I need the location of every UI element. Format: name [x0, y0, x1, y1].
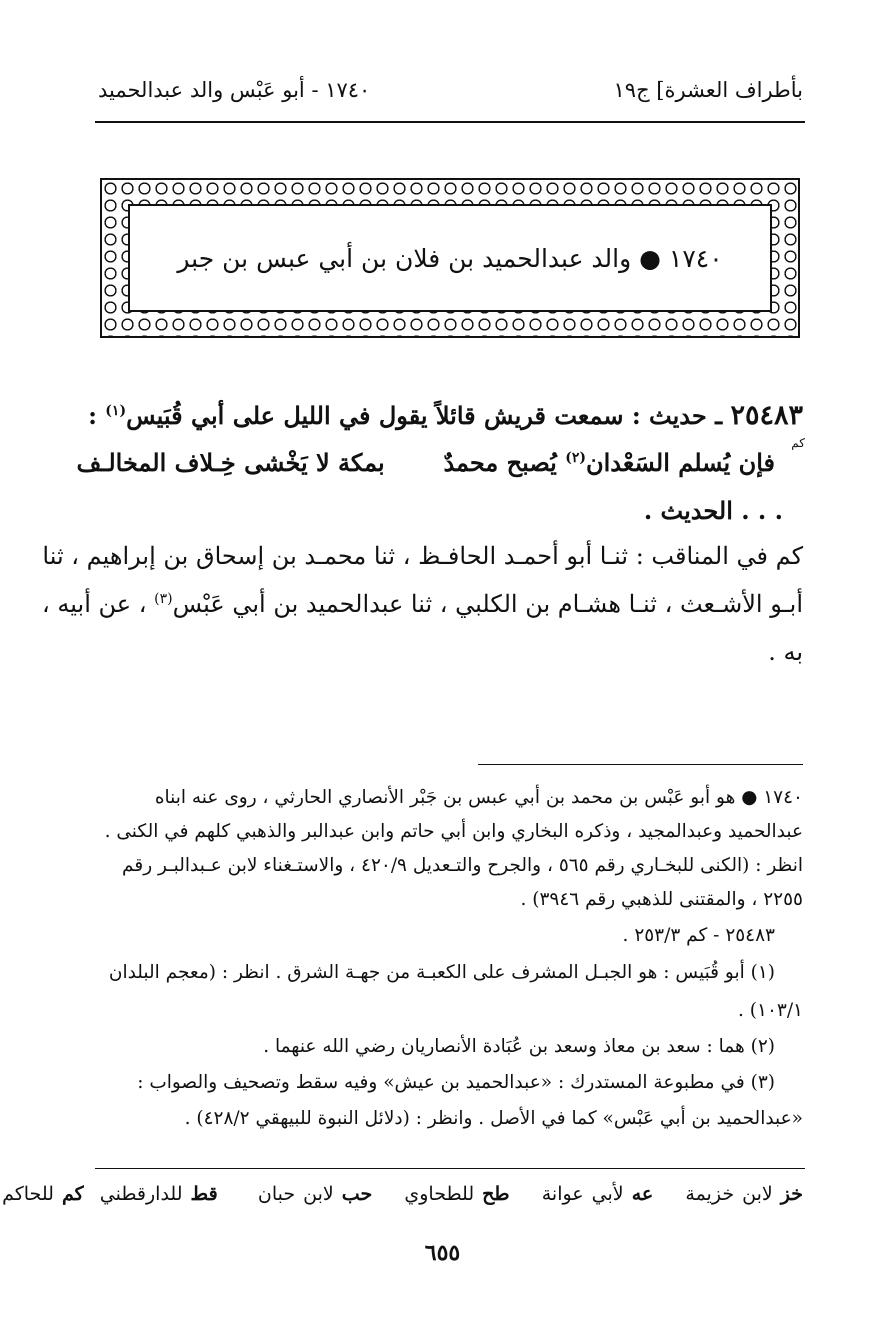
hadith-number: ٢٥٤٨٣ — [730, 400, 803, 431]
hadith-ending: . . . الحديث . — [643, 496, 783, 525]
legend-divider — [95, 1168, 805, 1169]
footnote-line: انظر : (الكنى للبخـاري رقم ٥٦٥ ، والجرح والتـعديل ٤٢٠/٩ ، والاستـغناء لابن عـبدالبـر رقم — [122, 855, 803, 876]
footnote-line: (٣) في مطبوعة المستدرك : «عبدالحميد بن عيش» وفيه سقط وتصحيف والصواب : — [137, 1072, 775, 1093]
isnad-line-1: كم في المناقب : ثنـا أبو أحمـد الحافـظ ، ثنا محمـد بن إسحاق بن إبراهيم ، ثنا — [42, 542, 803, 570]
footnote-line: ١٧٤٠ ● هو أبو عَبْس بن محمد بن أبي عبس بن جَبْر الأنصاري الحارثي ، روى عنه ابناه — [154, 787, 803, 808]
abbreviation-legend: خز لابن خزيمة عه لأبي عوانة طح للطحاوي حب لابن حبان قط للدارقطني كم للحاكم — [2, 1183, 803, 1205]
verse-hemistich-left: بمكة لا يَخْشى خِـلاف المخالـف — [76, 448, 385, 477]
footnote-marker-3: (٣) — [154, 591, 173, 607]
hadith-text: ـ حديث : سمعت قريش قائلاً يقول في الليل على أبي قُبَيس — [126, 401, 723, 430]
header-divider — [95, 121, 805, 123]
footnote-line: «عبدالحميد بن أبي عَبْس» كما في الأصل . وانظر : (دلائل النبوة للبيهقي ٤٢٨/٢) . — [184, 1108, 803, 1129]
running-section-title: ١٧٤٠ - أبو عَبْس والد عبدالحميد — [98, 78, 371, 102]
verse-hemistich-right: فإن يُسلم السَعْدان$^{(٢)}$ يُصبح محمدٌ — [443, 448, 775, 477]
running-book-title: بأطراف العشرة] ج١٩ — [613, 78, 803, 102]
footnote-line: ١٠٣/١) . — [738, 1000, 803, 1021]
footnote-marker-2: (٢) — [565, 450, 586, 466]
source-mark: كم — [791, 436, 805, 450]
entry-title: ١٧٤٠ ● والد عبدالحميد بن فلان بن أبي عبس بن جبر — [177, 243, 723, 273]
hadith-heading — [88, 400, 803, 431]
footnote-line: ٢٢٥٥ ، والمقتنى للذهبي رقم ٣٩٤٦) . — [520, 889, 803, 910]
frame-title-box — [128, 204, 772, 312]
ornamental-frame — [100, 178, 800, 338]
footnote-marker-1: (١) — [105, 403, 127, 419]
footnote-line: عبدالحميد وعبدالمجيد ، وذكره البخاري وابن أبي حاتم وابن عبدالبر والذهبي كلهم في الكنى . — [104, 821, 803, 842]
footnote-line: (١) أبو قُبَيس : هو الجبـل المشرف على الكعبـة من جهـة الشرق . انظر : (معجم البلدان — [108, 962, 775, 983]
isnad-line-3: به . — [768, 638, 803, 666]
footnote-divider — [478, 764, 803, 765]
footnote-line: ٢٥٤٨٣ - كم ٢٥٣/٣ . — [622, 925, 775, 946]
footnote-line: (٢) هما : سعد بن معاذ وسعد بن عُبَادة الأنصاريان رضي الله عنهما . — [263, 1036, 775, 1057]
hadith-colon: : — [88, 401, 106, 430]
verse-line — [76, 448, 775, 477]
page-number: ٦٥٥ — [424, 1240, 461, 1266]
isnad-line-2: أبـو الأشـعث ، ثنـا هشـام بن الكلبي ، ثنا عبدالحميد بن أبي عَبْس$^{(٣)}$ ، عن أبيه ، — [42, 590, 803, 618]
